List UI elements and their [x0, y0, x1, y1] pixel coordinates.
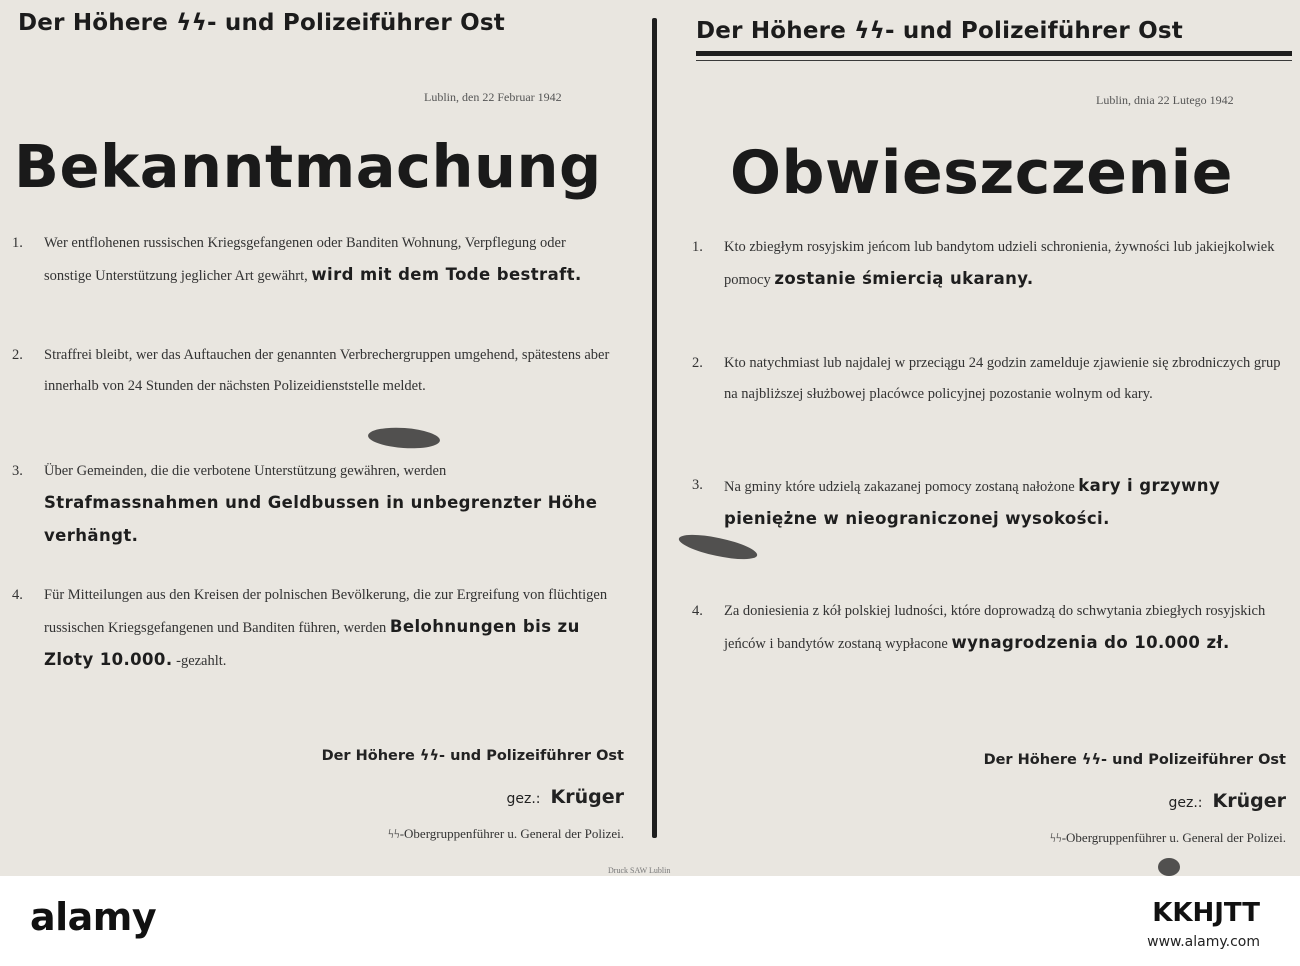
polish-signature [984, 752, 1286, 846]
ink-smudge [1158, 858, 1180, 876]
german-item-1 [12, 228, 616, 292]
item-emphasis: Belohnungen bis zu Zloty 10.000. [44, 617, 580, 669]
polish-header-rule-thin [696, 60, 1292, 61]
german-signature [322, 748, 624, 842]
signature-name: Krüger [550, 786, 624, 808]
item-emphasis: Strafmassnahmen und Geldbussen in unbegrenzter Höhe verhängt. [44, 493, 598, 545]
item-number: 1. [12, 235, 23, 251]
stock-brand-logo: alamy [30, 895, 157, 939]
item-emphasis: wynagrodzenia do 10.000 zł. [951, 633, 1230, 652]
stock-footer [0, 876, 1300, 966]
polish-header: Der Höhere ϟϟ- und Polizeiführer Ost [696, 18, 1183, 44]
stock-image-code: KKHJTT [1152, 898, 1260, 928]
item-text: Für Mitteilungen aus den Kreisen der polnischen Bevölkerung, die zur Ergreifung von flüchtigen russischen Kriegsgefangenen und Banditen führen, werden [44, 587, 608, 636]
signature-name: Krüger [1212, 790, 1286, 812]
item-emphasis: kary i grzywny pieniężne w nieograniczonej wysokości. [724, 476, 1221, 528]
item-text: Kto zbiegłym rosyjskim jeńcom lub bandytom udzieli schronienia, żywności lub jakiejkolwiek pomocy [724, 239, 1275, 288]
german-header: Der Höhere ϟϟ- und Polizeiführer Ost [18, 10, 505, 36]
column-divider [652, 18, 657, 838]
item-emphasis: zostanie śmiercią ukarany. [774, 269, 1034, 288]
signature-rank: ϟϟ-Obergruppenführer u. General der Polizei. [1049, 830, 1286, 845]
stock-brand-url: www.alamy.com [1147, 934, 1260, 950]
item-number: 4. [12, 587, 23, 603]
item-number: 3. [692, 477, 703, 493]
item-number: 3. [12, 463, 23, 479]
item-text: Über Gemeinden, die die verbotene Unterstützung gewähren, werden [44, 463, 447, 479]
polish-item-1 [692, 232, 1282, 296]
item-number: 2. [12, 347, 23, 363]
polish-place-date: Lublin, dnia 22 Lutego 1942 [1096, 93, 1234, 107]
polish-header-rule [696, 51, 1292, 56]
item-text: Wer entflohenen russischen Kriegsgefangenen oder Banditen Wohnung, Verpflegung oder sonstige Unterstützung jeglicher Art gewährt, [44, 235, 566, 284]
german-item-2 [12, 340, 616, 402]
german-item-3 [12, 456, 616, 553]
item-text: Straffrei bleibt, wer das Auftauchen der genannten Verbrechergruppen umgehend, spätestens aber innerhalb von 24 Stunden der nächsten Polizeidienststelle meldet. [44, 347, 610, 394]
item-tail: -gezahlt. [176, 653, 227, 669]
polish-item-4 [692, 596, 1282, 660]
polish-column [692, 0, 1292, 876]
item-text: Za doniesienia z kół polskiej ludności, które doprowadzą do schwytania zbiegłych rosyjskich jeńców i bandytów zostaną wypłacone [724, 603, 1266, 652]
item-text: Kto natychmiast lub najdalej w przeciągu 24 godzin zamelduje zjawienie się zbrodniczych grup na najbliższej służbowej placówce policyjnej pozostanie wolnym od kary. [724, 355, 1281, 402]
signature-office: Der Höhere ϟϟ- und Polizeiführer Ost [983, 752, 1286, 768]
item-emphasis: wird mit dem Tode bestraft. [311, 265, 582, 284]
german-item-4 [12, 580, 616, 677]
item-number: 1. [692, 239, 703, 255]
german-column [12, 0, 642, 876]
polish-title: Obwieszczenie [730, 138, 1233, 208]
signature-gez: gez.: [1168, 795, 1203, 811]
german-place-date: Lublin, den 22 Februar 1942 [424, 90, 562, 104]
signature-gez: gez.: [506, 791, 541, 807]
german-title: Bekanntmachung [14, 132, 602, 201]
item-number: 4. [692, 603, 703, 619]
printer-note: Druck SAW Lublin [608, 866, 671, 875]
item-text: Na gminy które udzielą zakazanej pomocy zostaną nałożone [724, 479, 1075, 495]
polish-item-2 [692, 348, 1282, 410]
signature-rank: ϟϟ-Obergruppenführer u. General der Polizei. [387, 826, 624, 841]
signature-office: Der Höhere ϟϟ- und Polizeiführer Ost [321, 748, 624, 764]
item-number: 2. [692, 355, 703, 371]
polish-item-3 [692, 470, 1282, 536]
